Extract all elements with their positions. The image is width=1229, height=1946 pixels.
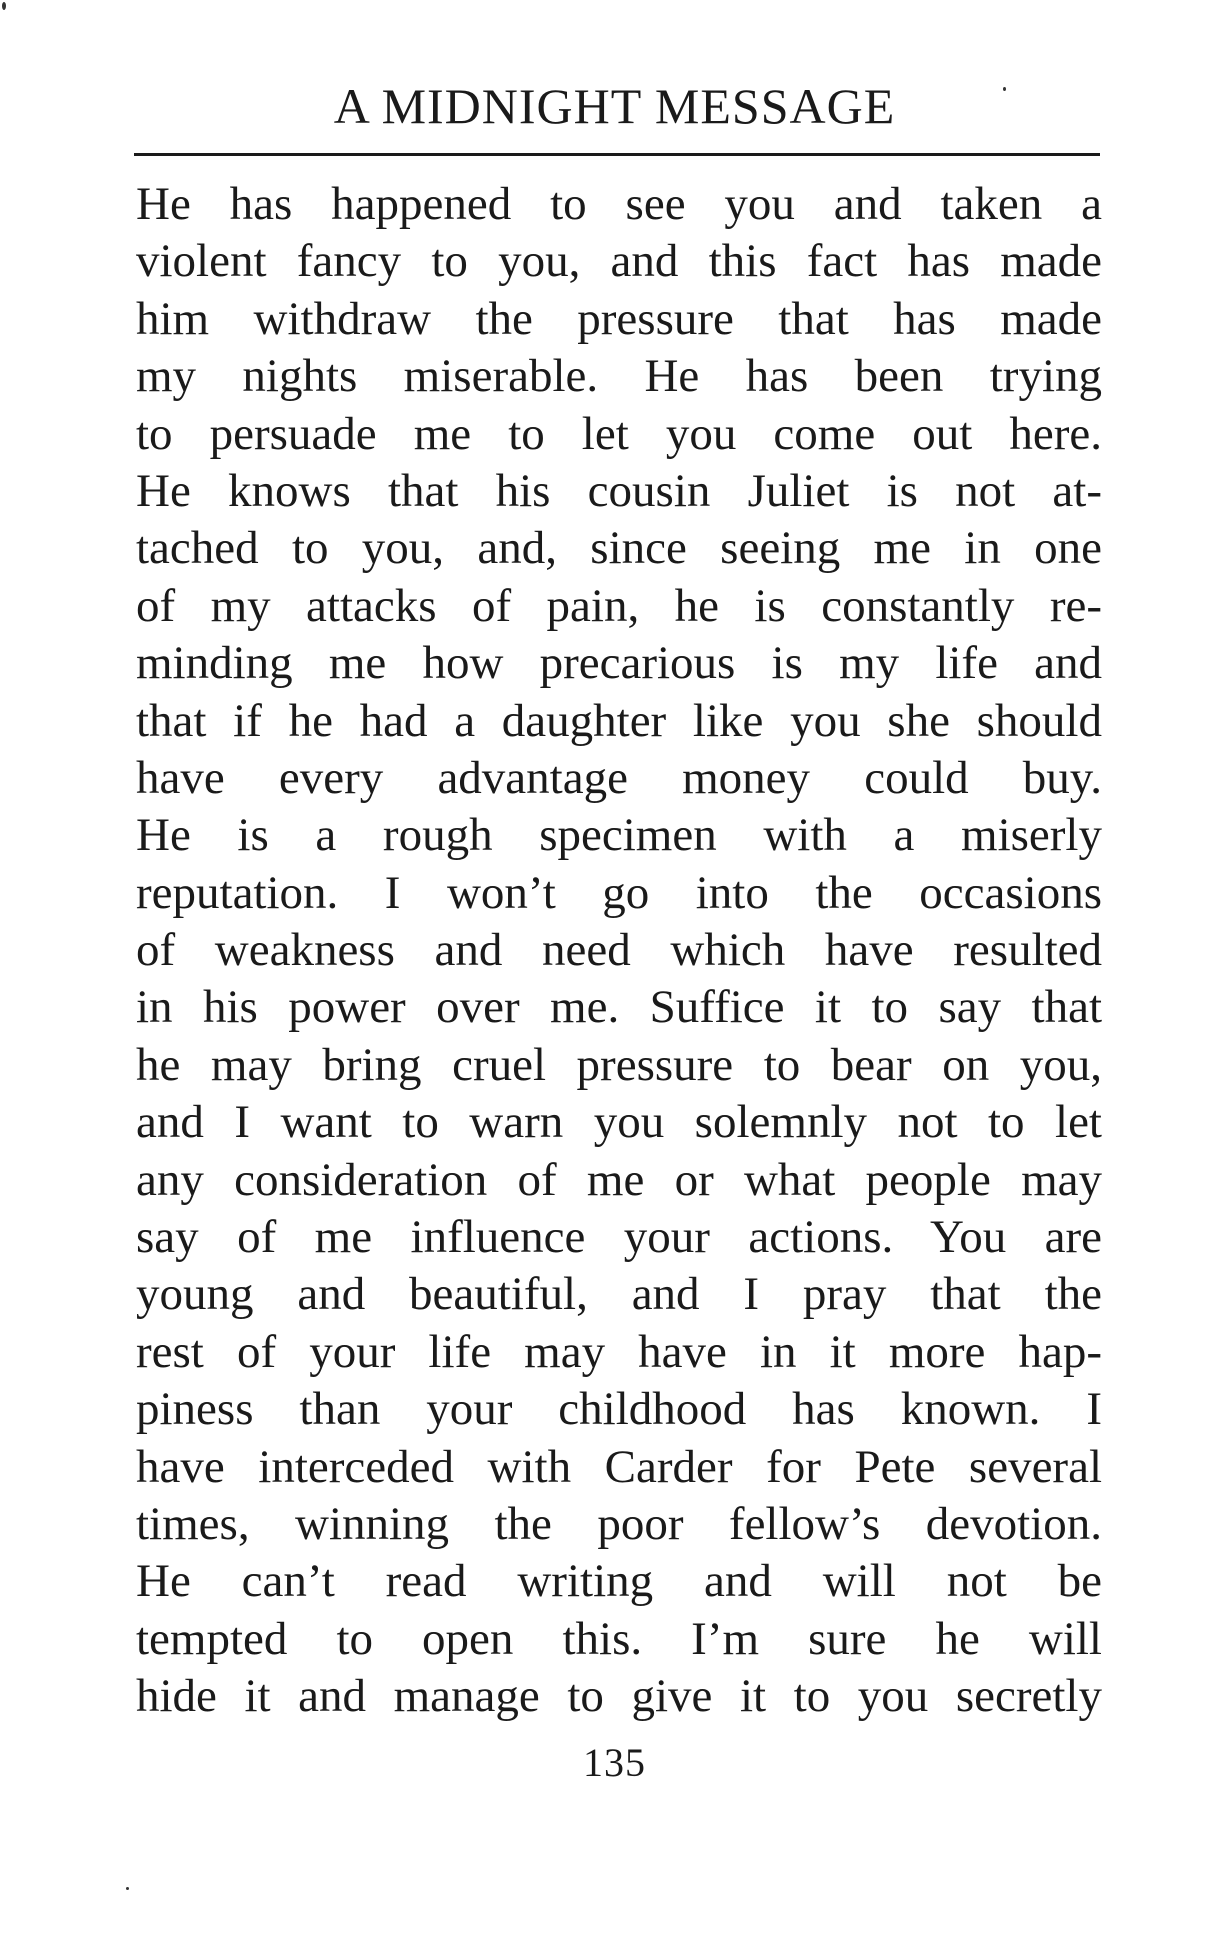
text-line: violent fancy to you, and this fact has made xyxy=(136,235,1102,288)
text-line: young and beautiful, and I pray that the xyxy=(136,1268,1102,1321)
text-line: him withdraw the pressure that has made xyxy=(136,292,1102,345)
page-number: 135 xyxy=(583,1740,646,1785)
text-line: and I want to warn you solemnly not to let xyxy=(136,1096,1102,1149)
text-line: that if he had a daughter like you she should xyxy=(136,694,1102,747)
print-speck xyxy=(126,1887,129,1890)
text-line: He has happened to see you and taken a xyxy=(136,178,1102,230)
text-line: He can’t read writing and will not be xyxy=(136,1555,1102,1608)
text-line: hide it and manage to give it to you secretly xyxy=(136,1670,1102,1723)
text-line: say of me influence your actions. You are xyxy=(136,1211,1102,1264)
text-line: have every advantage money could buy. xyxy=(136,751,1102,804)
text-line: He knows that his cousin Juliet is not at- xyxy=(136,464,1102,517)
text-line: my nights miserable. He has been trying xyxy=(136,350,1102,403)
text-line: in his power over me. Suffice it to say that xyxy=(136,981,1102,1034)
text-line: He is a rough specimen with a miserly xyxy=(136,809,1102,862)
text-line: have interceded with Carder for Pete several xyxy=(136,1440,1102,1493)
text-line: tempted to open this. I’m sure he will xyxy=(136,1612,1102,1665)
text-line: reputation. I won’t go into the occasions xyxy=(136,866,1102,919)
running-head: A MIDNIGHT MESSAGE xyxy=(333,78,896,134)
print-speck xyxy=(2,2,6,10)
text-line: he may bring cruel pressure to bear on you, xyxy=(136,1038,1102,1091)
text-line: any consideration of me or what people may xyxy=(136,1153,1102,1206)
text-line: rest of your life may have in it more hap- xyxy=(136,1325,1102,1378)
text-line: times, winning the poor fellow’s devotion. xyxy=(136,1497,1102,1550)
print-speck xyxy=(1003,87,1006,91)
text-line: of weakness and need which have resulted xyxy=(136,924,1102,977)
header-rule xyxy=(134,153,1100,156)
text-line: piness than your childhood has known. I xyxy=(136,1383,1102,1436)
text-line: of my attacks of pain, he is constantly re- xyxy=(136,579,1102,632)
text-line: minding me how precarious is my life and xyxy=(136,637,1102,690)
body-text xyxy=(136,176,1102,1726)
text-line: tached to you, and, since seeing me in one xyxy=(136,522,1102,575)
text-line: to persuade me to let you come out here. xyxy=(136,407,1102,460)
